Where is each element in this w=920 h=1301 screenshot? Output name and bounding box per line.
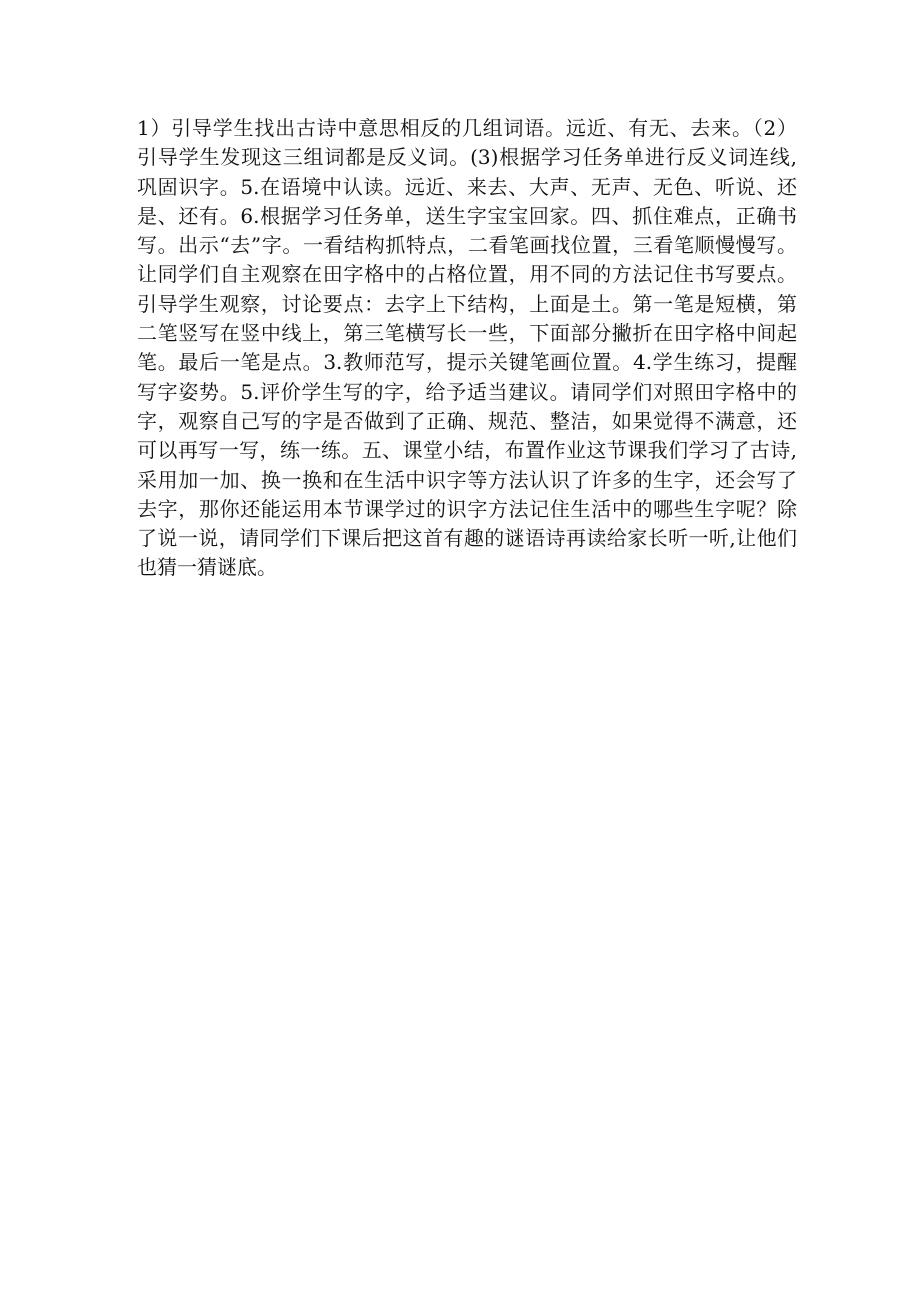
text-line-13: 采用加一加、换一换和在生活中识字等方法认识了许多的生字，还会写了 <box>137 467 797 492</box>
text-line-16: 也猜一猜谜底。 <box>137 555 277 580</box>
text-line-4: 是、还有。6.根据学习任务单，送生字宝宝回家。四、抓住难点，正确书 <box>137 203 797 228</box>
text-line-8: 二笔竖写在竖中线上，第三笔横写长一些，下面部分撇折在田字格中间起 <box>137 321 797 346</box>
text-line-12: 可以再写一写，练一练。五、课堂小结，布置作业这节课我们学习了古诗, <box>137 438 797 463</box>
text-line-6: 让同学们自主观察在田字格中的占格位置，用不同的方法记住书写要点。 <box>137 262 797 287</box>
text-line-15: 了说一说，请同学们下课后把这首有趣的谜语诗再读给家长听一听,让他们 <box>137 526 797 551</box>
body-paragraph <box>137 114 797 583</box>
text-line-2: 引导学生发现这三组词都是反义词。(3)根据学习任务单进行反义词连线, <box>137 145 797 170</box>
text-line-5: 写。出示“去”字。一看结构抓特点，二看笔画找位置，三看笔顺慢慢写。 <box>137 233 797 258</box>
text-line-7: 引导学生观察，讨论要点：去字上下结构，上面是土。第一笔是短横，第 <box>137 291 797 316</box>
text-line-9: 笔。最后一笔是点。3.教师范写，提示关键笔画位置。4.学生练习，提醒 <box>137 350 797 375</box>
text-line-1: 1）引导学生找出古诗中意思相反的几组词语。远近、有无、去来。（2） <box>137 116 797 140</box>
text-line-3: 巩固识字。5.在语境中认读。远近、来去、大声、无声、无色、听说、还 <box>137 174 797 199</box>
text-line-10: 写字姿势。5.评价学生写的字，给予适当建议。请同学们对照田字格中的 <box>137 379 797 404</box>
text-line-14: 去字，那你还能运用本节课学过的识字方法记住生活中的哪些生字呢？除 <box>137 496 797 521</box>
text-line-11: 字，观察自己写的字是否做到了正确、规范、整洁，如果觉得不满意，还 <box>137 408 797 433</box>
